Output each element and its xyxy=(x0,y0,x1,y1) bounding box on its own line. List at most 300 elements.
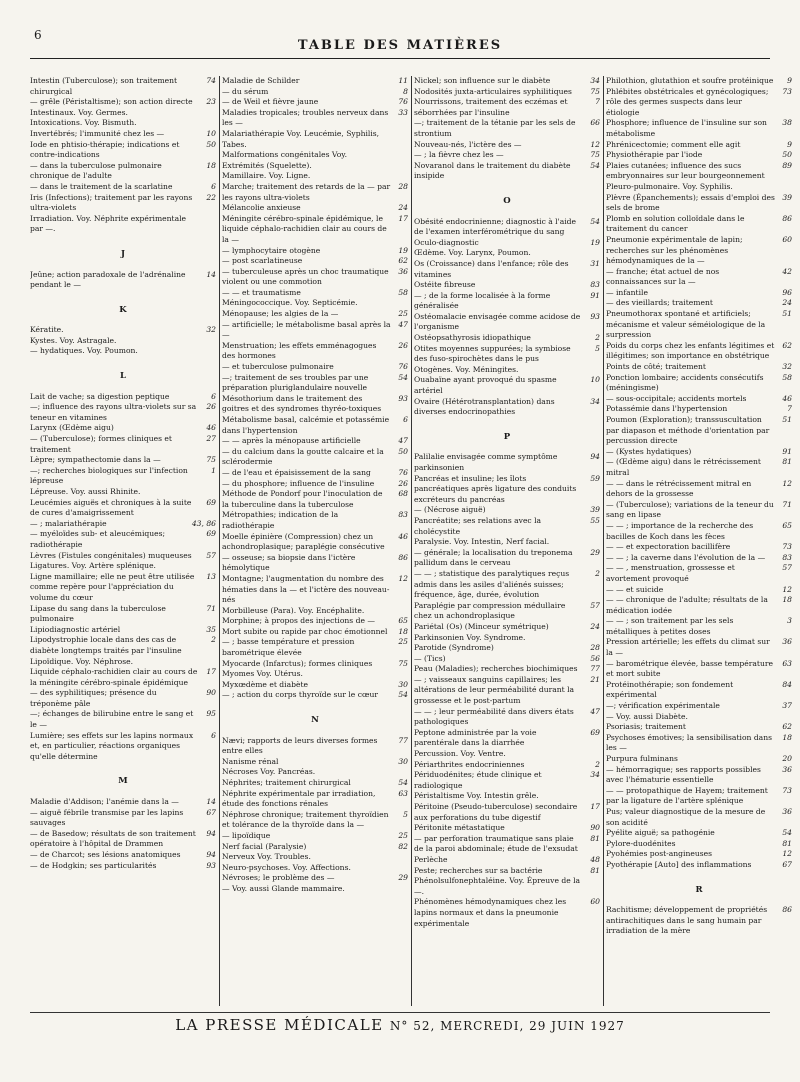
entry-text: Lait de vache; sa digestion peptique xyxy=(30,391,170,401)
index-entry xyxy=(30,529,216,550)
entry-text: Maladie de Schilder xyxy=(222,76,300,85)
index-entry xyxy=(222,362,408,373)
entry-text: Pancréas et insuline; les îlots pancréatiques après ligature des conduits excréteurs du pancréas xyxy=(414,473,577,504)
entry-text: Obésité endocrinienne; diagnostic à l'aide de l'examen interférométrique du sang xyxy=(414,216,577,237)
entry-text: Méningococcique. Voy. Septicémie. xyxy=(222,298,358,308)
entry-page: 94 xyxy=(206,828,216,838)
entry-text: Nerveux Voy. Troubles. xyxy=(222,852,311,862)
entry-page: 46 xyxy=(782,393,792,403)
entry-page: 75 xyxy=(590,150,600,160)
entry-page: 8 xyxy=(403,86,408,96)
entry-text: — infantile xyxy=(606,287,648,297)
entry-text: Méningite cérébro-spinale épidémique, le liquide céphalo-rachidien clair au cours de la — xyxy=(222,213,387,244)
entry-text: — générale; la localisation du treponema pallidum dans le cerveau xyxy=(414,547,573,568)
entry-page: 28 xyxy=(398,181,408,191)
index-entry xyxy=(414,654,600,665)
entry-page: 23 xyxy=(206,97,216,107)
entry-text: Irradiation. Voy. Néphrite expérimentale par —. xyxy=(30,213,187,234)
entry-text: — — dans le rétrécissement mitral en dehors de la grossesse xyxy=(606,478,752,499)
index-entry xyxy=(606,807,792,828)
index-entry xyxy=(222,373,408,394)
entry-page xyxy=(202,657,216,668)
index-entry xyxy=(414,312,600,333)
entry-page xyxy=(202,336,216,347)
index-entry xyxy=(414,280,600,291)
index-entry xyxy=(606,849,792,860)
index-entry xyxy=(30,140,216,161)
entry-page xyxy=(394,884,408,895)
index-entry xyxy=(414,452,600,473)
entry-text: Points de côté; traitement xyxy=(606,362,706,372)
entry-text: Nickel; son influence sur le diabète xyxy=(414,76,551,85)
index-entry xyxy=(414,823,600,834)
index-entry xyxy=(606,150,792,161)
entry-page: 93 xyxy=(206,860,216,870)
entry-page: 14 xyxy=(206,797,216,807)
index-entry xyxy=(222,616,408,627)
index-entry xyxy=(222,246,408,257)
entry-text: — de l'eau et épaisissement de la sang xyxy=(222,467,371,477)
index-entry xyxy=(414,569,600,601)
entry-page xyxy=(202,214,216,235)
index-entry xyxy=(222,320,408,341)
entry-page: 77 xyxy=(590,664,600,674)
entry-page: 24 xyxy=(398,203,408,213)
index-entry xyxy=(414,474,600,506)
index-entry xyxy=(606,298,792,309)
entry-text: — — protopathique de Hayem; traitement par la ligature de l'artère splénique xyxy=(606,785,768,806)
entry-text: Néphrite expérimentale par irradiation, étude des fonctions rénales xyxy=(222,788,376,809)
entry-text: Œdème. Voy. Larynx, Poumon. xyxy=(414,248,531,258)
entry-text: Physiothérapie par l'iode xyxy=(606,150,703,160)
index-entry xyxy=(606,616,792,637)
index-entry xyxy=(30,346,216,357)
index-entry xyxy=(30,108,216,119)
entry-page: 13 xyxy=(206,571,216,581)
entry-text: Kératite. xyxy=(30,325,64,335)
entry-text: Ponction lombaire; accidents consécutifs (méningisme) xyxy=(606,372,764,393)
entry-page: 25 xyxy=(398,637,408,647)
entry-text: Liquide céphalo-rachidien clair au cours de la méningite cérébro-spinale épidémique xyxy=(30,667,198,687)
entry-text: Intestin (Tuberculose); son traitement chirurgical xyxy=(30,76,178,96)
entry-page xyxy=(586,537,600,548)
entry-page xyxy=(586,749,600,760)
index-entry xyxy=(222,394,408,415)
entry-text: Psychoses émotives; la sensibilisation dans les — xyxy=(606,732,772,753)
entry-page: 10 xyxy=(206,128,216,138)
entry-page: 47 xyxy=(398,436,408,446)
entry-page: 36 xyxy=(782,764,792,774)
entry-text: Ostéomalacie envisagée comme acidose de l'organisme xyxy=(414,311,581,332)
entry-page: 17 xyxy=(206,667,216,677)
index-entry xyxy=(414,749,600,760)
index-entry xyxy=(606,563,792,584)
index-entry xyxy=(30,797,216,808)
entry-page: 30 xyxy=(398,756,408,766)
entry-text: Poumon (Exploration); transsuscultation par diapason et méthode d'orientation par percussion directe xyxy=(606,415,770,446)
entry-page: 18 xyxy=(782,732,792,742)
entry-page: 74 xyxy=(206,76,216,85)
index-entry xyxy=(606,701,792,712)
entry-text: Méthode de Pondorf pour l'inoculation de la tuberculine dans la tuberculose xyxy=(222,489,383,509)
index-entry xyxy=(414,802,600,823)
index-entry xyxy=(606,341,792,362)
entry-text: Mamillaire. Voy. Ligne. xyxy=(222,171,311,181)
entry-text: — du calcium dans la goutte calcaire et la sclérodermie xyxy=(222,446,384,467)
index-entry xyxy=(30,850,216,861)
entry-page xyxy=(202,108,216,119)
entry-page: 94 xyxy=(206,850,216,859)
page-title: TABLE DES MATIÈRES xyxy=(297,38,503,53)
index-entry xyxy=(30,118,216,129)
entry-text: — de Weil et fièvre jaune xyxy=(222,97,319,107)
entry-text: — (Œdème aigu) dans le rétrécissement mitral xyxy=(606,457,761,477)
entry-page: 27 xyxy=(206,434,216,444)
entry-text: —; influence des rayons ultra-violets sur sa teneur en vitamines xyxy=(30,402,197,422)
entry-page: 54 xyxy=(398,690,408,700)
index-entry xyxy=(222,415,408,436)
entry-page: 75 xyxy=(590,86,600,96)
entry-text: Nourrissons, traitement des eczémas et séborrhées par l'insuline xyxy=(414,97,568,117)
entry-page xyxy=(394,767,408,778)
entry-page: 57 xyxy=(782,563,792,573)
entry-page: 26 xyxy=(398,340,408,350)
index-entry xyxy=(30,129,216,140)
index-entry xyxy=(606,140,792,151)
index-entry xyxy=(414,150,600,161)
index-entry xyxy=(606,553,792,564)
entry-text: Intestinaux. Voy. Germes. xyxy=(30,107,128,117)
entry-text: — — ; statistique des paralytiques reçus admis dans les asiles d'aliénés suisses; fréquence, âge, durée, évolution xyxy=(414,568,570,600)
entry-text: Phénolsulfonephtaléine. Voy. Épreuve de la —. xyxy=(414,876,581,896)
entry-text: — de Basedow; résultats de son traitement opératoire à l'hôpital de Drammen xyxy=(30,828,196,849)
entry-text: —; traitement de ses troubles par une préparation pluriglandulaire nouvelle xyxy=(222,372,369,393)
entry-page: 76 xyxy=(398,97,408,107)
entry-page: 60 xyxy=(782,234,792,244)
entry-text: — du sérum xyxy=(222,86,269,96)
index-entry xyxy=(414,548,600,569)
entry-page: 2 xyxy=(595,759,600,769)
index-entry xyxy=(606,500,792,521)
entry-page: 83 xyxy=(590,280,600,290)
entry-page: 58 xyxy=(398,287,408,297)
entry-page: 81 xyxy=(782,838,792,848)
entry-text: Ovaire (Hétérotransplantation) dans diverses endocrinopathies xyxy=(414,396,555,417)
index-entry xyxy=(30,861,216,872)
entry-text: Péritoine (Pseudo-tuberculose) secondaire aux perforations du tube digestif xyxy=(414,802,578,822)
entry-text: Phlébites obstétricales et gynécologiques; rôle des germes suspects dans leur étiologie xyxy=(606,86,769,117)
entry-text: Invertébrés; l'immunité chez les — xyxy=(30,128,165,138)
entry-page: 76 xyxy=(398,362,408,372)
entry-text: Phénomènes hémodynamiques chez les lapins normaux et dans la pneumonie expérimentale xyxy=(414,897,567,928)
index-entry xyxy=(222,789,408,810)
index-entry xyxy=(222,831,408,842)
section-letter: O xyxy=(503,195,511,206)
entry-text: Kystes. Voy. Astragale. xyxy=(30,335,117,345)
index-entry xyxy=(222,532,408,553)
entry-page: 73 xyxy=(782,542,792,552)
index-entry xyxy=(414,375,600,396)
entry-text: Métropathies; indication de la radiothérapie xyxy=(222,510,339,530)
entry-text: — sous-occipitale; accidents mortels xyxy=(606,393,747,403)
entry-text: Oculo-diagnostic xyxy=(414,237,479,247)
entry-text: Marche; traitement des retards de la — par les rayons ultra-violets xyxy=(222,181,391,202)
column-divider xyxy=(219,76,220,1006)
entry-page: 63 xyxy=(782,658,792,668)
entry-page: 56 xyxy=(590,653,600,663)
index-entry xyxy=(30,604,216,625)
index-entry xyxy=(222,298,408,309)
index-entry xyxy=(606,839,792,850)
section-letter: M xyxy=(118,776,128,787)
entry-text: Paralysie. Voy. Intestin, Nerf facial. xyxy=(414,537,550,547)
index-entry xyxy=(606,118,792,139)
index-entry xyxy=(606,193,792,214)
entry-page: 75 xyxy=(206,455,216,465)
index-entry xyxy=(414,601,600,622)
entry-text: Néphrites; traitement chirurgical xyxy=(222,778,351,787)
entry-page: 2 xyxy=(595,333,600,343)
entry-text: Métabolisme basal, calcémie et potassémie dans l'hypertension xyxy=(222,415,390,435)
entry-page xyxy=(202,118,216,129)
entry-page xyxy=(586,876,600,897)
entry-text: Rachitisme; développement de propriétés antirachitiques dans le sang humain par irradiation de la mère xyxy=(606,905,768,936)
index-entry xyxy=(414,365,600,376)
entry-page: 82 xyxy=(398,841,408,851)
entry-page: 76 xyxy=(398,467,408,477)
index-entry xyxy=(606,415,792,447)
entry-text: Pylore-duodénites xyxy=(606,838,676,848)
index-entry xyxy=(414,834,600,855)
entry-page: 50 xyxy=(398,446,408,456)
entry-text: —; vérification expérimentale xyxy=(606,701,720,711)
entry-text: Pyohémies post-angineuses xyxy=(606,849,713,859)
index-entry xyxy=(222,690,408,701)
index-entry xyxy=(414,855,600,866)
entry-text: Ostéopsathyrosis idiopathique xyxy=(414,333,531,343)
index-entry xyxy=(222,510,408,531)
entry-page: 62 xyxy=(782,722,792,732)
entry-page: 91 xyxy=(590,290,600,300)
index-entry xyxy=(414,118,600,139)
entry-page: 6 xyxy=(211,181,216,191)
index-entry xyxy=(606,362,792,373)
index-entry xyxy=(30,657,216,668)
index-entry xyxy=(606,659,792,680)
entry-page: 5 xyxy=(403,809,408,819)
index-entry xyxy=(222,468,408,479)
index-entry xyxy=(606,404,792,415)
entry-text: Psoriasis; traitement xyxy=(606,722,686,732)
entry-page: 54 xyxy=(590,216,600,226)
index-entry xyxy=(414,505,600,516)
entry-text: Novaranol dans le traitement du diabète insipide xyxy=(414,160,571,181)
entry-text: Périduodénites; étude clinique et radiologique xyxy=(414,770,542,790)
index-column-1 xyxy=(30,76,216,1006)
entry-page: 54 xyxy=(398,372,408,382)
entry-page: 12 xyxy=(782,849,792,859)
entry-text: Nécroses Voy. Pancréas. xyxy=(222,767,316,777)
entry-page: 65 xyxy=(398,616,408,626)
entry-text: — Voy. aussi Glande mammaire. xyxy=(222,883,345,893)
entry-page: 34 xyxy=(590,396,600,406)
entry-page: 81 xyxy=(782,457,792,467)
entry-page: 69 xyxy=(206,497,216,507)
column-divider xyxy=(603,76,604,1006)
index-entry xyxy=(30,336,216,347)
entry-page: 28 xyxy=(590,643,600,653)
entry-page: 2 xyxy=(595,568,600,578)
section-letter: P xyxy=(503,431,511,442)
entry-text: — lymphocytaire otogène xyxy=(222,245,321,255)
entry-text: Phrénicectomie; comment elle agit xyxy=(606,139,741,149)
index-entry xyxy=(414,516,600,537)
entry-text: Peste; recherches sur sa bactérie xyxy=(414,865,543,875)
entry-text: Lèvres (Fistules congénitales) muqueuses xyxy=(30,550,192,560)
entry-text: Mélancolie anxieuse xyxy=(222,203,301,213)
entry-page: 26 xyxy=(398,478,408,488)
entry-text: Pression artérielle; les effets du climat sur la — xyxy=(606,637,770,658)
entry-text: — — chronique de l'adulte; résultats de la médication iodée xyxy=(606,595,768,615)
entry-text: Maladie d'Addison; l'anémie dans la — xyxy=(30,797,179,807)
entry-page: 34 xyxy=(590,770,600,780)
index-entry xyxy=(30,423,216,434)
entry-page xyxy=(394,669,408,680)
section-letter: R xyxy=(695,884,703,895)
entry-text: — hémorragique; ses rapports possibles avec l'hématurie essentielle xyxy=(606,764,761,785)
entry-page: 69 xyxy=(590,727,600,737)
entry-page xyxy=(586,248,600,259)
entry-text: — — ; la caverne dans l'évolution de la — xyxy=(606,552,766,562)
entry-text: Maladies tropicales; troubles nerveux dans les — xyxy=(222,107,389,128)
entry-text: Lumière; ses effets sur les lapins normaux et, en particulier, réactions organiques qu'elle détermine xyxy=(30,730,194,761)
entry-text: Larynx (Œdème aigu) xyxy=(30,423,114,433)
entry-page xyxy=(202,561,216,572)
entry-text: Ostéite fibreuse xyxy=(414,280,476,290)
entry-page: 18 xyxy=(206,160,216,170)
entry-page: 71 xyxy=(206,603,216,613)
entry-text: — (Tuberculose); formes cliniques et traitement xyxy=(30,434,172,454)
entry-text: — osseuse; sa biopsie dans l'ictère hémolytique xyxy=(222,552,356,573)
entry-page: 65 xyxy=(782,520,792,530)
entry-page xyxy=(586,791,600,802)
index-entry xyxy=(606,595,792,616)
entry-text: — — après la ménopause artificielle xyxy=(222,436,361,446)
entry-page: 83 xyxy=(782,552,792,562)
entry-page: 36 xyxy=(782,806,792,816)
entry-text: — du phosphore; influence de l'insuline xyxy=(222,478,375,488)
entry-page: 35 xyxy=(206,624,216,634)
entry-page: 31 xyxy=(590,258,600,268)
index-entry xyxy=(222,852,408,863)
entry-page: 47 xyxy=(398,319,408,329)
entry-page: 32 xyxy=(782,362,792,372)
index-entry xyxy=(30,635,216,656)
index-entry xyxy=(414,97,600,118)
entry-page: 86 xyxy=(782,905,792,915)
index-entry xyxy=(606,733,792,754)
entry-text: Périarthrites endocriniennes xyxy=(414,759,525,769)
entry-page: 73 xyxy=(782,785,792,795)
entry-text: Parotide (Syndrome) xyxy=(414,643,494,653)
index-entry xyxy=(222,810,408,831)
entry-page xyxy=(394,606,408,617)
entry-text: Phosphore; influence de l'insuline sur son métabolisme xyxy=(606,118,767,138)
entry-text: Malariathérapie Voy. Leucémie, Syphilis, Tabes. xyxy=(222,128,380,149)
index-entry xyxy=(606,288,792,299)
index-entry xyxy=(222,309,408,320)
index-entry xyxy=(414,76,600,87)
index-entry xyxy=(606,235,792,267)
index-entry xyxy=(606,457,792,478)
index-entry xyxy=(30,214,216,235)
index-entry xyxy=(606,87,792,119)
index-entry xyxy=(222,842,408,853)
index-entry xyxy=(414,760,600,771)
entry-text: Péristaltisme Voy. Intestin grêle. xyxy=(414,791,539,801)
entry-text: — franche; état actuel de nos connaissances sur la — xyxy=(606,266,720,287)
entry-page: 38 xyxy=(782,118,792,128)
entry-text: Percussion. Voy. Ventre. xyxy=(414,749,506,759)
entry-text: Lipodystrophie locale dans des cas de diabète longtemps traités par l'insuline xyxy=(30,635,182,655)
entry-page xyxy=(586,365,600,376)
entry-page: 6 xyxy=(211,391,216,401)
entry-page: 22 xyxy=(206,192,216,202)
entry-page: 81 xyxy=(590,833,600,843)
entry-page xyxy=(202,487,216,498)
entry-page: 12 xyxy=(590,139,600,149)
entry-text: Myocarde (Infarctus); formes cliniques xyxy=(222,658,373,668)
entry-page: 96 xyxy=(782,287,792,297)
entry-text: Pyothérapie [Auto] des inflammations xyxy=(606,859,752,869)
entry-text: Philothion, glutathion et soufre protéinique xyxy=(606,76,774,85)
entry-page: 19 xyxy=(590,237,600,247)
entry-text: — — ; son traitement par les sels métalliques à petites doses xyxy=(606,616,734,636)
entry-text: Plaies cutanées; influence des sucs embryonnaires sur leur bourgeonnement xyxy=(606,160,765,181)
entry-text: Mort subite ou rapide par choc émotionnel xyxy=(222,626,388,636)
entry-text: — ; vaisseaux sanguins capillaires; les altérations de leur perméabilité durant la grossesse et le post-partum xyxy=(414,674,575,706)
entry-page: 6 xyxy=(211,730,216,740)
entry-text: Pancréatite; ses relations avec la cholécystite xyxy=(414,515,542,536)
entry-page: 3 xyxy=(787,616,792,626)
entry-text: — de Charcot; ses lésions anatomiques xyxy=(30,850,181,859)
index-entry xyxy=(222,489,408,510)
entry-page: 12 xyxy=(398,573,408,583)
entry-page: 36 xyxy=(782,637,792,647)
entry-page: 77 xyxy=(398,735,408,745)
index-entry xyxy=(30,808,216,829)
entry-page xyxy=(394,852,408,863)
entry-page: 60 xyxy=(590,897,600,907)
entry-page: 57 xyxy=(590,600,600,610)
entry-text: Potassémie dans l'hypertension xyxy=(606,404,728,414)
entry-page: 11 xyxy=(398,76,408,85)
entry-page: 7 xyxy=(787,404,792,414)
entry-text: Pneumonie expérimentale de lapin; recherches sur les phénomènes hémodynamiques de la — xyxy=(606,234,743,266)
entry-text: Nodosités juxta-articulaires syphilitiques xyxy=(414,86,572,96)
entry-text: Intoxications. Voy. Bismuth. xyxy=(30,118,137,128)
entry-page: 51 xyxy=(782,415,792,424)
entry-page: 55 xyxy=(590,515,600,525)
index-entry xyxy=(30,76,216,97)
entry-page: 18 xyxy=(782,595,792,605)
entry-text: —; recherches biologiques sur l'infection lépreuse xyxy=(30,465,188,486)
index-column-2 xyxy=(222,76,408,1006)
footer xyxy=(30,1016,770,1034)
entry-page: 5 xyxy=(595,343,600,353)
entry-page xyxy=(202,346,216,357)
index-entry xyxy=(414,897,600,929)
